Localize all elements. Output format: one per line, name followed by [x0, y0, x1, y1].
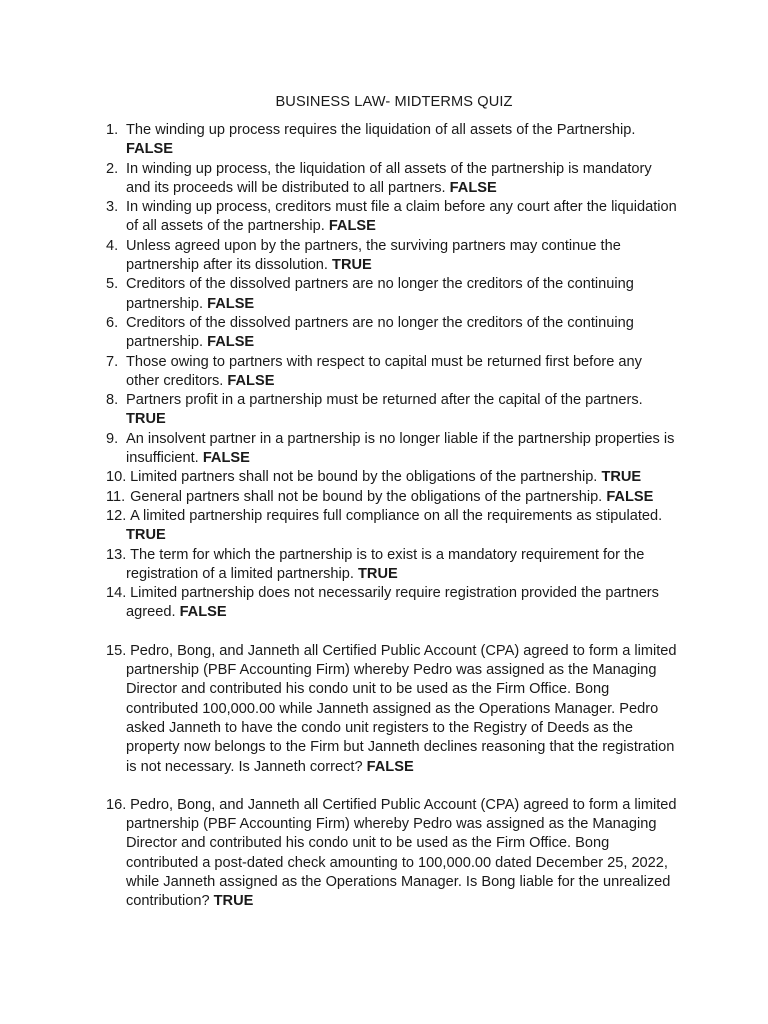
- item-answer: FALSE: [202, 450, 250, 467]
- quiz-item: [0, 584, 678, 623]
- paragraph-spacer: [0, 777, 768, 796]
- item-question: General partners shall not be bound by the obligations of the partnership.: [130, 488, 603, 505]
- item-answer: FALSE: [179, 604, 227, 621]
- item-answer: FALSE: [449, 179, 497, 196]
- item-question: Unless agreed upon by the partners, the surviving partners may continue the partnership after its dissolution.: [126, 237, 621, 274]
- item-number: 6.: [106, 314, 119, 331]
- item-number: 14.: [106, 585, 127, 602]
- quiz-item: [0, 353, 678, 392]
- item-question: Limited partners shall not be bound by the obligations of the partnership.: [130, 469, 598, 486]
- item-number: 2.: [106, 160, 119, 177]
- item-question: A limited partnership requires full compliance on all the requirements as stipulated.: [130, 507, 663, 524]
- quiz-item: [0, 642, 678, 777]
- item-answer: TRUE: [358, 565, 398, 582]
- item-answer: FALSE: [606, 488, 654, 505]
- paragraph-spacer: [0, 623, 768, 642]
- quiz-item: [0, 121, 678, 160]
- item-answer: FALSE: [207, 334, 255, 351]
- item-answer: TRUE: [332, 257, 372, 274]
- item-question: Partners profit in a partnership must be returned after the capital of the partners.: [126, 392, 643, 409]
- item-number: 13.: [106, 546, 127, 563]
- item-number: 9.: [106, 430, 119, 447]
- item-question: In winding up process, the liquidation of all assets of the partnership is mandatory and its proceeds will be distributed to all partners.: [126, 160, 652, 196]
- item-number: 16.: [106, 796, 127, 813]
- item-number: 5.: [106, 276, 119, 293]
- item-question: Those owing to partners with respect to capital must be returned first before any other creditors.: [126, 353, 642, 389]
- item-question: Creditors of the dissolved partners are no longer the creditors of the continuing partnership.: [126, 276, 634, 312]
- item-question: Pedro, Bong, and Janneth all Certified Public Account (CPA) agreed to form a limited partnership (PBF Accounting Firm) whereby Pedro was assigned as the Managing Director and contributed his condo unit to be used as the Firm Office. Bong contributed a post-dated check amounting to 100,000.00 dated December 25, 2022, while Janneth assigned as the Operations Manager. Is Bong liable for the unrealized contribution?: [126, 796, 677, 910]
- quiz-item: [0, 314, 678, 353]
- quiz-item: [0, 198, 678, 237]
- item-question: Creditors of the dissolved partners are no longer the creditors of the continuing partnership.: [126, 314, 634, 351]
- item-number: 11.: [106, 488, 126, 505]
- quiz-item: [0, 430, 678, 469]
- item-answer: TRUE: [601, 469, 642, 486]
- item-number: 4.: [106, 237, 119, 254]
- item-answer: TRUE: [126, 411, 166, 428]
- item-question: Limited partnership does not necessarily require registration provided the partners agreed.: [126, 585, 659, 621]
- item-number: 7.: [106, 353, 119, 370]
- item-question: An insolvent partner in a partnership is no longer liable if the partnership properties is insufficient.: [126, 430, 675, 467]
- item-answer: FALSE: [366, 758, 414, 775]
- item-answer: TRUE: [126, 527, 166, 544]
- quiz-item: [0, 546, 678, 585]
- quiz-item: [0, 391, 678, 430]
- quiz-item: [0, 468, 678, 487]
- item-question: In winding up process, creditors must file a claim before any court after the liquidation of all assets of the partnership.: [126, 199, 677, 235]
- item-number: 8.: [106, 392, 119, 409]
- item-number: 15.: [106, 642, 127, 659]
- item-number: 3.: [106, 199, 119, 216]
- item-number: 12.: [106, 507, 127, 524]
- item-number: 1.: [106, 122, 119, 138]
- item-answer: FALSE: [126, 141, 174, 158]
- item-answer: FALSE: [227, 372, 275, 389]
- item-question: The winding up process requires the liquidation of all assets of the Partnership.: [126, 122, 636, 138]
- quiz-item: [0, 796, 678, 912]
- quiz-list: [0, 121, 768, 912]
- item-answer: FALSE: [207, 295, 255, 312]
- item-question: The term for which the partnership is to exist is a mandatory requirement for the registration of a limited partnership.: [126, 546, 645, 582]
- quiz-item: [0, 237, 678, 276]
- item-answer: TRUE: [213, 893, 254, 910]
- item-answer: FALSE: [328, 218, 376, 235]
- document-title: BUSINESS LAW- MIDTERMS QUIZ: [275, 94, 513, 110]
- quiz-item: [0, 507, 678, 546]
- item-number: 10.: [106, 469, 127, 486]
- item-question: Pedro, Bong, and Janneth all Certified Public Account (CPA) agreed to form a limited partnership (PBF Accounting Firm) whereby Pedro was assigned as the Managing Director and contributed his condo unit to be used as the Firm Office. Bong contributed 100,000.00 while Janneth assigned as the Operations Manager. Pedro asked Janneth to have the condo unit registers to the Registry of Deeds as the property now belongs to the Firm but Janneth declines reasoning that the registration is not necessary. Is Janneth correct?: [126, 642, 677, 775]
- quiz-item: [0, 160, 678, 199]
- quiz-item: [0, 275, 678, 314]
- quiz-item: [0, 488, 678, 507]
